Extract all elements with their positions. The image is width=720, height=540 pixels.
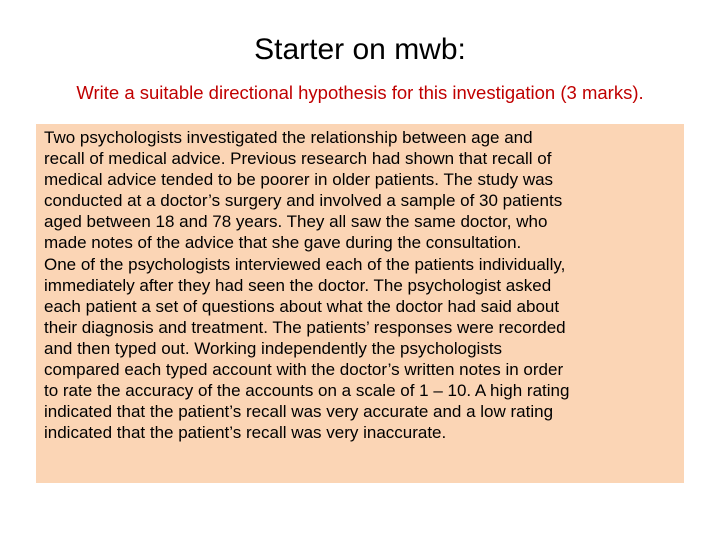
scenario-line: to rate the accuracy of the accounts on a scale of 1 – 10. A high rating [44,381,570,401]
scenario-line: indicated that the patient’s recall was very accurate and a low rating [44,402,554,422]
scenario-line: conducted at a doctor’s surgery and involved a sample of 30 patients [44,191,563,211]
scenario-line: compared each typed account with the doctor’s written notes in order [44,360,564,380]
scenario-text-box [36,124,684,483]
scenario-line: made notes of the advice that she gave during the consultation. [44,233,522,253]
scenario-line: recall of medical advice. Previous research had shown that recall of [44,149,552,169]
scenario-line: aged between 18 and 78 years. They all saw the same doctor, who [44,212,548,232]
scenario-line: each patient a set of questions about what the doctor had said about [44,296,560,316]
slide-title: Starter on mwb: [254,33,466,66]
task-instruction: Write a suitable directional hypothesis for this investigation (3 marks). [76,82,644,103]
scenario-line: immediately after they had seen the doctor. The psychologist asked [44,275,552,295]
scenario-line: and then typed out. Working independently the psychologists [44,338,503,358]
scenario-line: their diagnosis and treatment. The patients’ responses were recorded [44,317,566,337]
scenario-line: medical advice tended to be poorer in older patients. The study was [44,170,554,190]
scenario-line: One of the psychologists interviewed each of the patients individually, [44,254,566,274]
scenario-line: indicated that the patient’s recall was very inaccurate. [44,423,447,443]
scenario-line: Two psychologists investigated the relationship between age and [44,128,533,147]
